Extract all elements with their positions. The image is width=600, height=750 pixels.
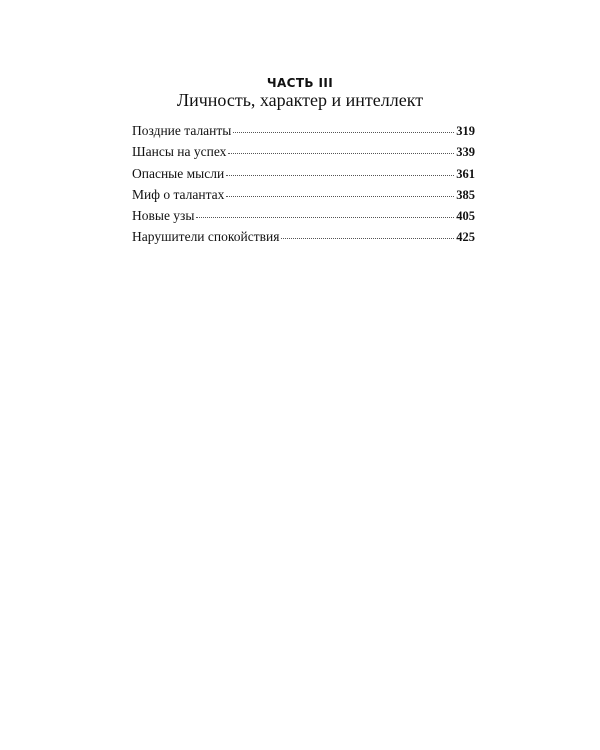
- toc-entry-page: 319: [456, 124, 475, 138]
- toc-entry-page: 385: [456, 187, 475, 202]
- table-of-contents: [132, 123, 475, 251]
- toc-entry: [132, 208, 475, 229]
- toc-entry-title: Шансы на успех: [132, 144, 227, 160]
- part-label: ЧАСТЬ III: [266, 76, 334, 90]
- toc-entry-page: 405: [456, 209, 475, 224]
- toc-entry-page: 339: [456, 145, 475, 160]
- toc-entry-title: Опасные мысли: [132, 165, 225, 181]
- toc-entry: [132, 123, 475, 144]
- dot-leader: [196, 217, 454, 218]
- toc-entry: [132, 229, 475, 250]
- toc-entry: [132, 166, 475, 187]
- toc-entry: [132, 144, 475, 165]
- part-title: Личность, характер и интеллект: [176, 90, 424, 110]
- dot-leader: [226, 175, 454, 176]
- toc-entry-page: 425: [456, 230, 475, 245]
- toc-entry-title: Поздние таланты: [132, 123, 232, 138]
- toc-entry-page: 361: [456, 166, 475, 181]
- dot-leader: [226, 196, 454, 197]
- dot-leader: [233, 132, 454, 133]
- toc-entry-title: Миф о талантах: [132, 186, 225, 202]
- toc-entry: [132, 187, 475, 208]
- toc-entry-title: Новые узы: [132, 208, 195, 224]
- dot-leader: [228, 153, 454, 154]
- toc-entry-title: Нарушители спокойствия: [132, 229, 280, 245]
- dot-leader: [281, 238, 454, 239]
